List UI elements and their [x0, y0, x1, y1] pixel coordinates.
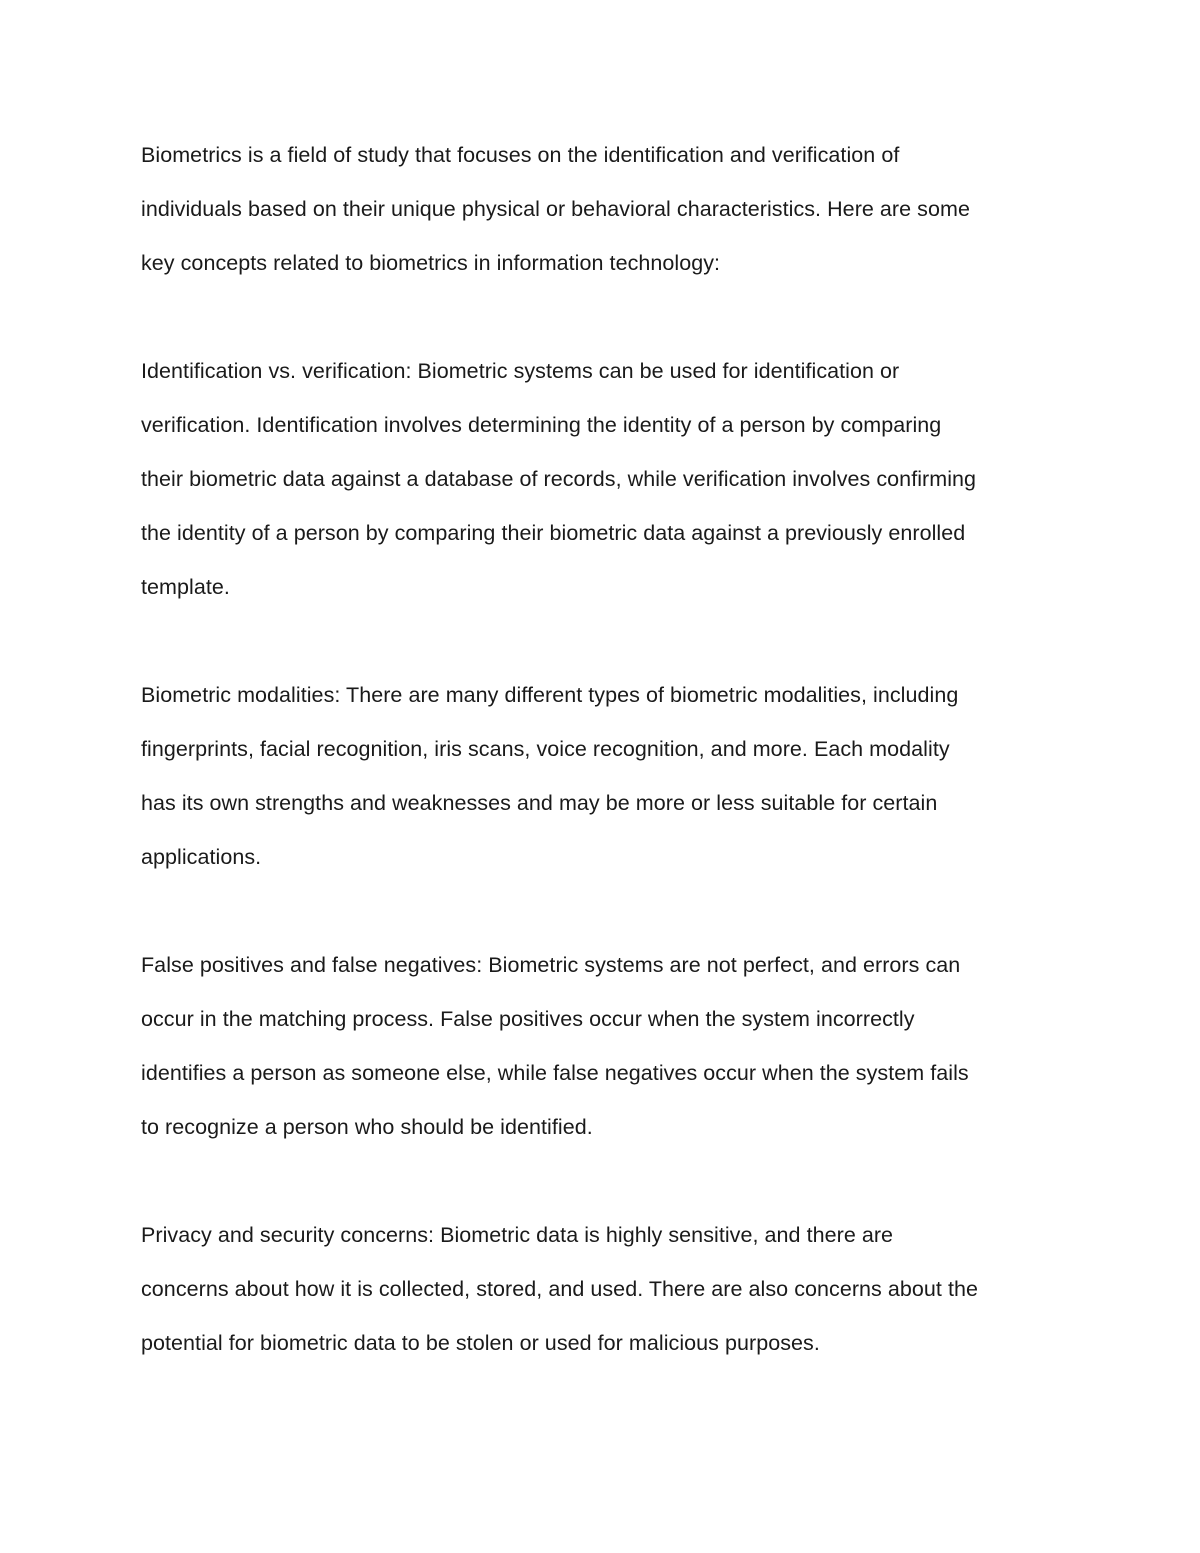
paragraph-line: Identification vs. verification: Biometric systems can be used for identification or: [141, 359, 900, 383]
paragraph-line: identifies a person as someone else, while false negatives occur when the system fails: [141, 1061, 969, 1085]
paragraph-privacy-security: [141, 1208, 1061, 1370]
document-body: [141, 128, 1061, 1424]
paragraph-line: has its own strengths and weaknesses and may be more or less suitable for certain: [141, 791, 938, 815]
paragraph-line: Privacy and security concerns: Biometric data is highly sensitive, and there are: [141, 1223, 894, 1247]
paragraph-line: verification. Identification involves determining the identity of a person by comparing: [141, 413, 942, 437]
paragraph-line: template.: [141, 575, 230, 599]
paragraph-line: potential for biometric data to be stolen or used for malicious purposes.: [141, 1331, 820, 1355]
paragraph-biometric-modalities: [141, 668, 1061, 884]
paragraph-line: False positives and false negatives: Biometric systems are not perfect, and errors can: [141, 953, 961, 977]
paragraph-intro: [141, 128, 1061, 290]
paragraph-line: their biometric data against a database of records, while verification involves confirming: [141, 467, 977, 491]
paragraph-line: to recognize a person who should be identified.: [141, 1115, 593, 1139]
paragraph-line: key concepts related to biometrics in information technology:: [141, 251, 721, 275]
paragraph-line: fingerprints, facial recognition, iris scans, voice recognition, and more. Each modality: [141, 737, 950, 761]
paragraph-line: applications.: [141, 845, 262, 869]
paragraph-line: Biometrics is a field of study that focuses on the identification and verification of: [141, 143, 900, 167]
paragraph-line: individuals based on their unique physical or behavioral characteristics. Here are some: [141, 197, 970, 221]
paragraph-line: occur in the matching process. False positives occur when the system incorrectly: [141, 1007, 915, 1031]
paragraph-identification-vs-verification: [141, 344, 1061, 614]
paragraph-false-positives-negatives: [141, 938, 1061, 1154]
paragraph-line: concerns about how it is collected, stored, and used. There are also concerns about the: [141, 1277, 978, 1301]
paragraph-line: the identity of a person by comparing their biometric data against a previously enrolled: [141, 521, 966, 545]
paragraph-line: Biometric modalities: There are many different types of biometric modalities, including: [141, 683, 959, 707]
